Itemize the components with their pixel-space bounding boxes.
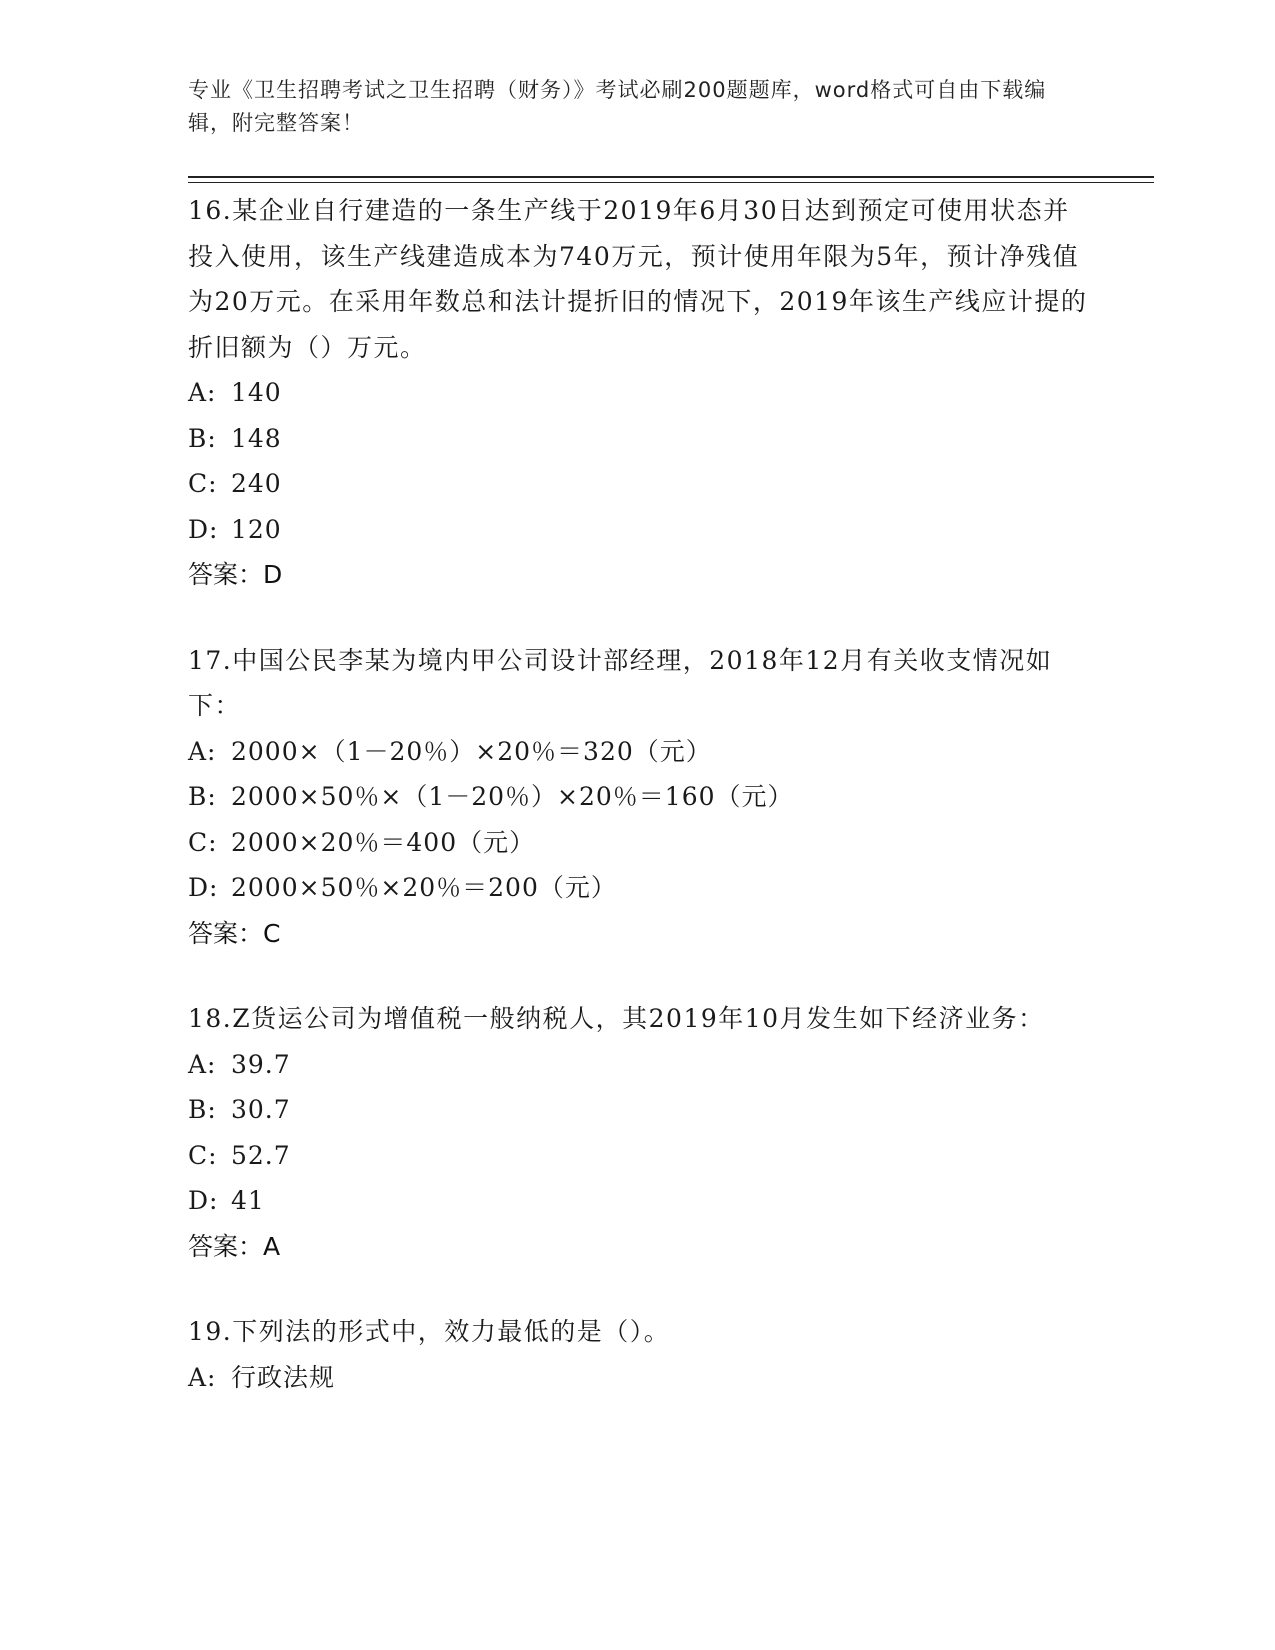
- question-stem: 18.Z货运公司为增值税一般纳税人，其2019年10月发生如下经济业务：: [188, 1004, 1045, 1033]
- question-stem: 17.中国公民李某为境内甲公司设计部经理，2018年12月有关收支情况如下：: [188, 645, 1053, 720]
- option-letter: C:: [188, 1140, 218, 1170]
- option-text: 2000×50％×（1－20％）×20％＝160（元）: [231, 782, 794, 811]
- option-c: [188, 461, 1088, 507]
- answer-line: 答案：D: [188, 560, 283, 589]
- option-d: [188, 507, 1088, 553]
- option-letter: C:: [188, 469, 218, 498]
- option-a: [188, 729, 1088, 775]
- option-text: 2000×20％＝400（元）: [231, 827, 536, 857]
- question-17: [188, 638, 1088, 957]
- option-text: 120: [231, 514, 282, 544]
- question-19: [188, 1309, 1088, 1400]
- option-text: 30.7: [231, 1095, 291, 1124]
- option-text: 52.7: [231, 1140, 291, 1170]
- option-text: 2000×50％×20％＝200（元）: [231, 873, 617, 902]
- option-a: [188, 1042, 1088, 1088]
- option-letter: D:: [188, 873, 219, 902]
- option-letter: A:: [188, 1362, 217, 1392]
- option-text: 240: [231, 469, 282, 498]
- option-letter: A:: [188, 1049, 217, 1079]
- option-c: [188, 820, 1088, 866]
- question-list: [188, 188, 1088, 1440]
- option-text: 行政法规: [231, 1362, 336, 1392]
- header-divider-thick: [188, 176, 1154, 178]
- option-b: [188, 774, 1088, 820]
- option-text: 41: [231, 1186, 265, 1215]
- option-letter: A:: [188, 378, 217, 407]
- question-stem: 19.下列法的形式中，效力最低的是（）。: [188, 1317, 671, 1346]
- option-a: [188, 370, 1088, 416]
- option-letter: A:: [188, 736, 217, 766]
- option-letter: B:: [188, 1095, 217, 1124]
- header-divider-thin: [188, 182, 1154, 183]
- document-header: 专业《卫生招聘考试之卫生招聘（财务）》考试必刷200题题库，word格式可自由下载编辑，附完整答案！: [188, 78, 1047, 135]
- option-b: [188, 1087, 1088, 1133]
- answer-line: 答案：A: [188, 1231, 281, 1261]
- option-c: [188, 1133, 1088, 1179]
- option-text: 148: [231, 423, 282, 453]
- option-letter: B:: [188, 782, 217, 811]
- option-d: [188, 865, 1088, 911]
- option-letter: D:: [188, 1186, 219, 1215]
- option-letter: C:: [188, 827, 218, 857]
- question-16: [188, 188, 1088, 598]
- answer-line: 答案：C: [188, 918, 281, 948]
- option-letter: D:: [188, 514, 219, 544]
- question-stem: 16.某企业自行建造的一条生产线于2019年6月30日达到预定可使用状态并投入使用，该生产线建造成本为740万元，预计使用年限为5年，预计净残值为20万元。在采用年数总和法计提折旧的情况下，2019年该生产线应计提的折旧额为（）万元。: [188, 196, 1088, 362]
- option-text: 2000×（1－20％）×20％＝320（元）: [231, 736, 712, 766]
- option-a: [188, 1355, 1088, 1401]
- option-b: [188, 416, 1088, 462]
- option-text: 140: [231, 378, 282, 407]
- option-letter: B:: [188, 423, 217, 453]
- option-text: 39.7: [231, 1049, 291, 1079]
- question-18: [188, 996, 1088, 1269]
- option-d: [188, 1178, 1088, 1224]
